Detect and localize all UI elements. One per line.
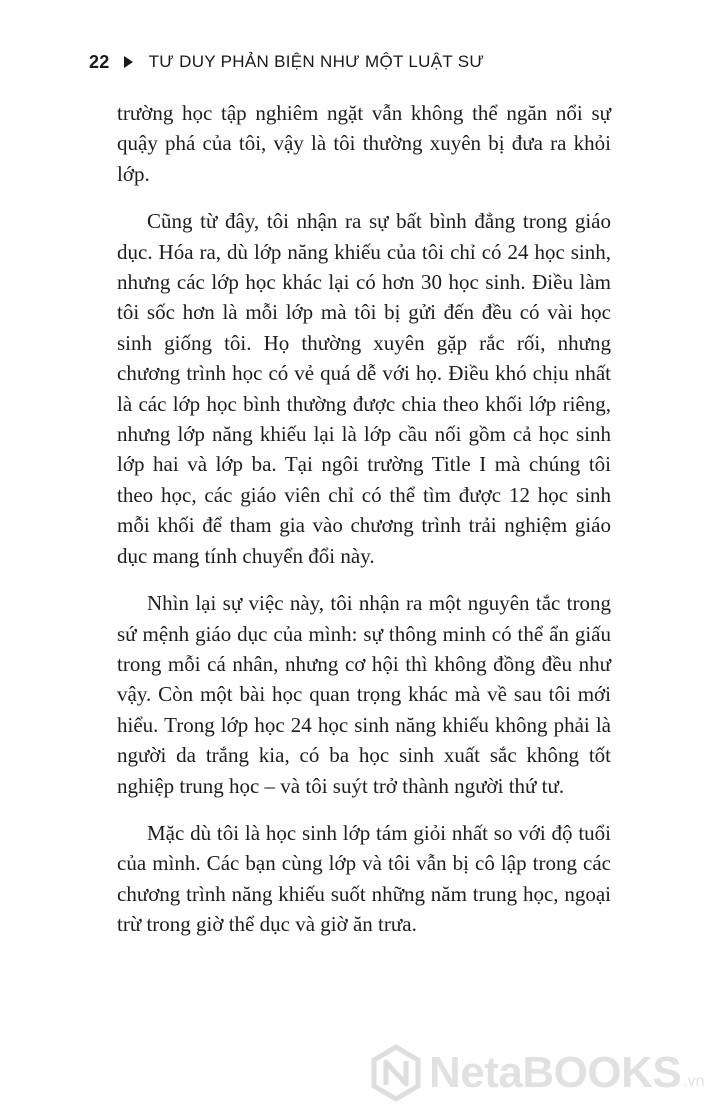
watermark-brand: NetaBOOKS — [429, 1048, 682, 1097]
paragraph: Cũng từ đây, tôi nhận ra sự bất bình đẳng trong giáo dục. Hóa ra, dù lớp năng khiếu của tôi chỉ có 24 học sinh, nhưng các lớp học khác lại có hơn 30 học sinh. Điều làm tôi sốc hơn là mỗi lớp mà tôi bị gửi đến đều có vài học sinh giống tôi. Họ thường xuyên gặp rắc rối, nhưng chương trình học có vẻ quá dễ với họ. Điều khó chịu nhất là các lớp học bình thường được chia theo khối lớp riêng, nhưng lớp năng khiếu lại là lớp cầu nối gồm cả học sinh lớp hai và lớp ba. Tại ngôi trường Title I mà chúng tôi theo học, các giáo viên chỉ có thể tìm được 12 học sinh mỗi khối để tham gia vào chương trình trải nghiệm giáo dục mang tính chuyển đổi này. — [117, 209, 611, 568]
netabooks-n-logo-icon — [371, 1045, 421, 1101]
arrow-right-icon — [124, 56, 133, 68]
paragraph: Mặc dù tôi là học sinh lớp tám giỏi nhất so với độ tuổi của mình. Các bạn cùng lớp và tôi vẫn bị cô lập trong các chương trình năng khiếu suốt những năm trung học, ngoại trừ trong giờ thể dục và giờ ăn trưa. — [117, 820, 611, 937]
paragraph: Nhìn lại sự việc này, tôi nhận ra một nguyên tắc trong sứ mệnh giáo dục của mình: sự thông minh có thể ẩn giấu trong mỗi cá nhân, nhưng cơ hội thì không đồng đều như vậy. Còn một bài học quan trọng khác mà về sau tôi mới hiểu. Trong lớp học 24 học sinh năng khiếu không phải là người da trắng kia, có ba học sinh xuất sắc không tốt nghiệp trung học – và tôi suýt trở thành người thứ tư. — [117, 591, 611, 798]
watermark-domain: .vn — [683, 1073, 705, 1090]
watermark — [371, 1043, 705, 1103]
body-text — [117, 98, 611, 957]
running-header — [89, 49, 484, 75]
page-number: 22 — [89, 51, 110, 72]
paragraph-continued: trường học tập nghiêm ngặt vẫn không thể ngăn nổi sự quậy phá của tôi, vậy là tôi thường xuyên bị đưa ra khỏi lớp. — [117, 101, 611, 186]
book-title: TƯ DUY PHẢN BIỆN NHƯ MỘT LUẬT SƯ — [148, 52, 485, 71]
